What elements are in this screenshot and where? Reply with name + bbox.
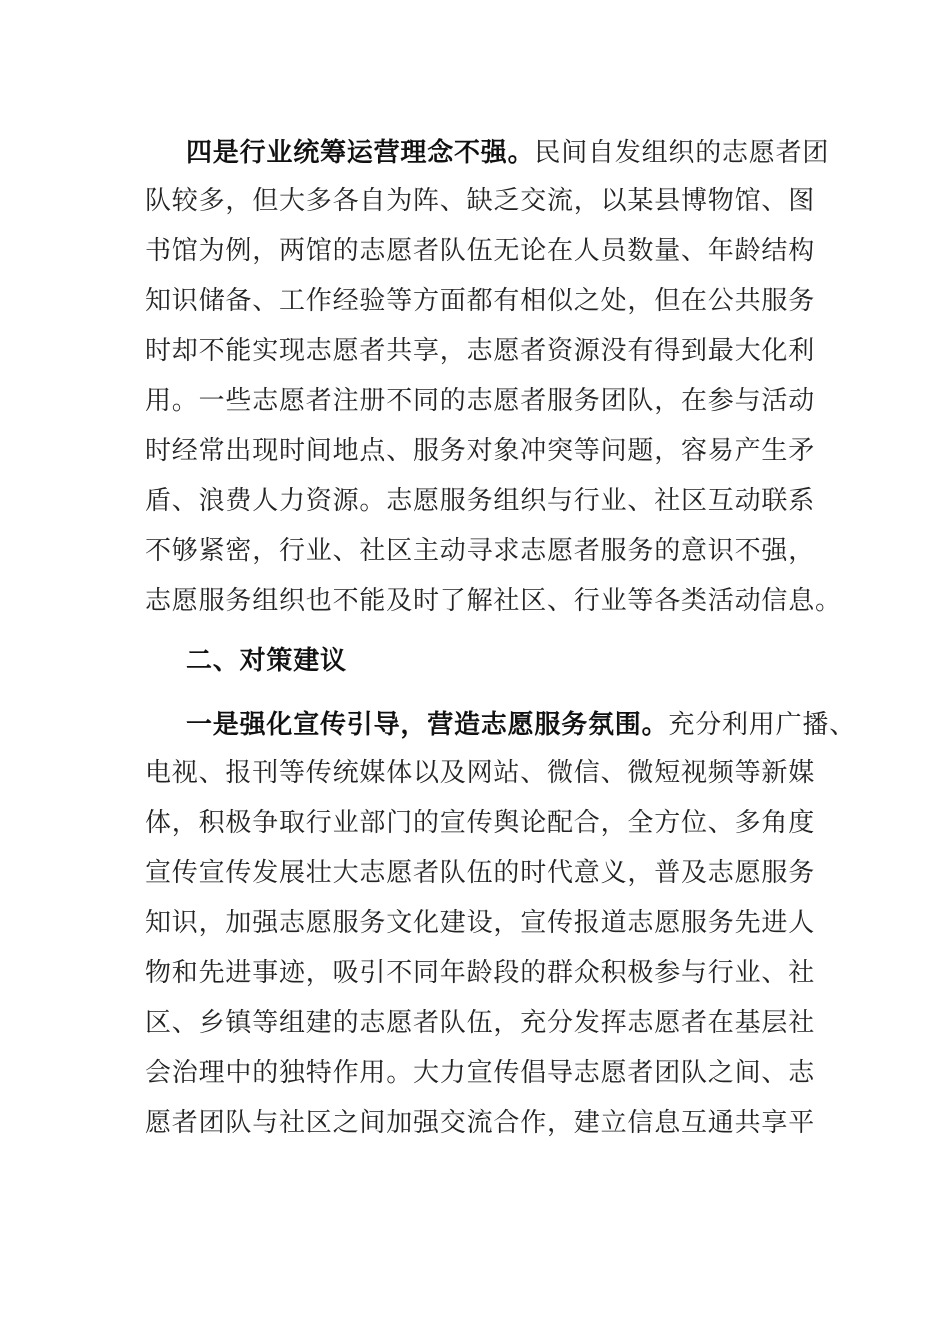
paragraph-1-line-10: 志愿服务组织也不能及时了解社区、行业等各类活动信息。 — [145, 586, 842, 616]
paragraph-2-line-8: 会治理中的独特作用。大力宣传倡导志愿者团队之间、志 — [145, 1058, 816, 1088]
paragraph-2-line-1 — [186, 712, 856, 738]
paragraph-2-line-3: 体，积极争取行业部门的宣传舆论配合，全方位、多角度 — [145, 808, 816, 838]
paragraph-1-text: 民间自发组织的志愿者团 — [534, 138, 830, 168]
paragraph-2-line-9: 愿者团队与社区之间加强交流合作，建立信息互通共享平 — [145, 1108, 816, 1138]
paragraph-1-line-4: 知识储备、工作经验等方面都有相似之处，但在公共服务 — [145, 286, 816, 316]
paragraph-2-lead: 一是强化宣传引导，营造志愿服务氛围。 — [186, 710, 669, 740]
paragraph-2-line-2: 电视、报刊等传统媒体以及网站、微信、微短视频等新媒 — [145, 758, 816, 788]
paragraph-1-line-9: 不够紧密，行业、社区主动寻求志愿者服务的意识不强， — [145, 536, 816, 566]
paragraph-1-line-5: 时却不能实现志愿者共享，志愿者资源没有得到最大化利 — [145, 336, 816, 366]
paragraph-2-line-5: 知识，加强志愿服务文化建设，宣传报道志愿服务先进人 — [145, 908, 816, 938]
paragraph-2-line-6: 物和先进事迹，吸引不同年龄段的群众积极参与行业、社 — [145, 958, 816, 988]
paragraph-1-line-7: 时经常出现时间地点、服务对象冲突等问题，容易产生矛 — [145, 436, 816, 466]
paragraph-1-line-8: 盾、浪费人力资源。志愿服务组织与行业、社区互动联系 — [145, 486, 816, 516]
paragraph-1-lead: 四是行业统筹运营理念不强。 — [186, 138, 535, 168]
paragraph-1-line-3: 书馆为例，两馆的志愿者队伍无论在人员数量、年龄结构 — [145, 236, 816, 266]
paragraph-1-line-6: 用。一些志愿者注册不同的志愿者服务团队，在参与活动 — [145, 386, 816, 416]
section-heading: 二、对策建议 — [186, 646, 347, 676]
paragraph-2-line-4: 宣传宣传发展壮大志愿者队伍的时代意义，普及志愿服务 — [145, 858, 816, 888]
paragraph-1-line-1 — [186, 140, 829, 166]
paragraph-2-line-7: 区、乡镇等组建的志愿者队伍，充分发挥志愿者在基层社 — [145, 1008, 816, 1038]
paragraph-2-text: 充分利用广播、 — [668, 710, 857, 740]
paragraph-1-line-2: 队较多，但大多各自为阵、缺乏交流，以某县博物馆、图 — [145, 186, 816, 216]
